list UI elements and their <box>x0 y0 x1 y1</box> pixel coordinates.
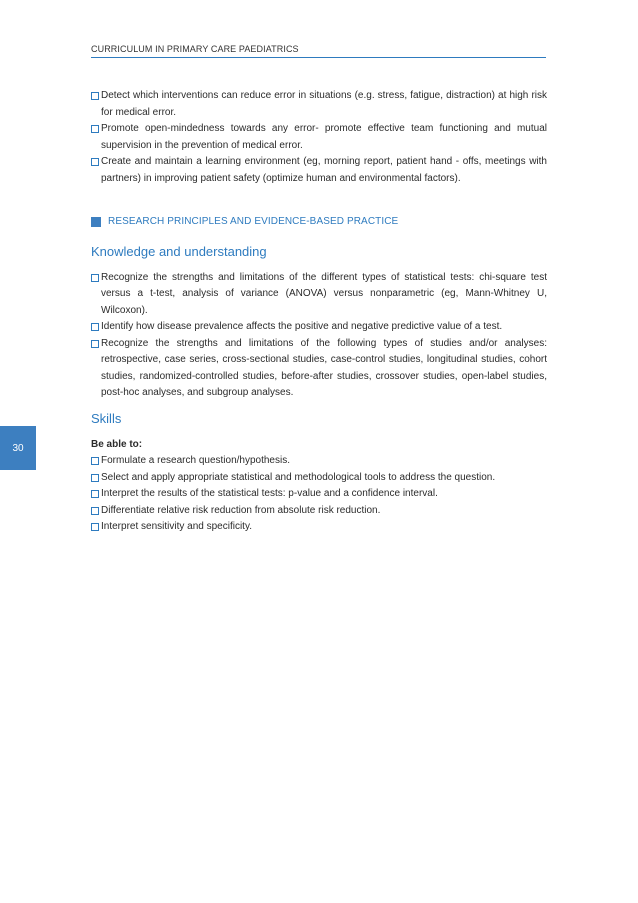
section-title-text: RESEARCH PRINCIPLES AND EVIDENCE-BASED PRACTICE <box>108 216 399 227</box>
list-item: Create and maintain a learning environment (eg, morning report, patient hand - offs, meetings with partners) in improving patient safety (optimize human and environmental factors). <box>91 154 547 187</box>
checkbox-bullet-icon <box>91 523 99 531</box>
checkbox-bullet-icon <box>91 92 99 100</box>
section-title <box>91 214 547 231</box>
checkbox-bullet-icon <box>91 125 99 133</box>
skills-list <box>91 453 547 536</box>
page-number: 30 <box>12 442 24 454</box>
list-item: Differentiate relative risk reduction from absolute risk reduction. <box>91 503 547 520</box>
list-item: Recognize the strengths and limitations of the following types of studies and/or analyses: retrospective, case series, cross-sectional studies, case-control studies, longitudinal studies, cohort studies, randomized-controlled studies, before-after studies, crossover studies, open-label studies, post-hoc analyses, and subgroup analyses. <box>91 336 547 402</box>
skills-lead: Be able to: <box>91 438 143 450</box>
checkbox-bullet-icon <box>91 323 99 331</box>
list-item: Detect which interventions can reduce error in situations (e.g. stress, fatigue, distraction) at high risk for medical error. <box>91 88 547 121</box>
list-item: Select and apply appropriate statistical and methodological tools to address the question. <box>91 470 547 487</box>
intro-list <box>91 88 547 187</box>
checkbox-bullet-icon <box>91 474 99 482</box>
list-item: Promote open-mindedness towards any error- promote effective team functioning and mutual supervision in the prevention of medical error. <box>91 121 547 154</box>
header-rule <box>91 57 546 58</box>
running-header: CURRICULUM IN PRIMARY CARE PAEDIATRICS <box>91 44 299 54</box>
knowledge-heading: Knowledge and understanding <box>91 243 267 259</box>
page-number-tab <box>0 426 36 470</box>
list-item: Identify how disease prevalence affects the positive and negative predictive value of a test. <box>91 319 547 336</box>
checkbox-bullet-icon <box>91 340 99 348</box>
list-item: Interpret sensitivity and specificity. <box>91 519 547 536</box>
checkbox-bullet-icon <box>91 457 99 465</box>
list-item: Recognize the strengths and limitations of the different types of statistical tests: chi-square test versus a t-test, analysis of variance (ANOVA) versus nonparametric (eg, Mann-Whitney U, Wilcoxon). <box>91 270 547 320</box>
list-item: Interpret the results of the statistical tests: p-value and a confidence interval. <box>91 486 547 503</box>
checkbox-bullet-icon <box>91 158 99 166</box>
skills-heading: Skills <box>91 410 122 426</box>
checkbox-bullet-icon <box>91 274 99 282</box>
page-content <box>91 88 547 536</box>
knowledge-list <box>91 270 547 402</box>
list-item: Formulate a research question/hypothesis. <box>91 453 547 470</box>
checkbox-bullet-icon <box>91 490 99 498</box>
section-square-icon <box>91 217 101 227</box>
checkbox-bullet-icon <box>91 507 99 515</box>
